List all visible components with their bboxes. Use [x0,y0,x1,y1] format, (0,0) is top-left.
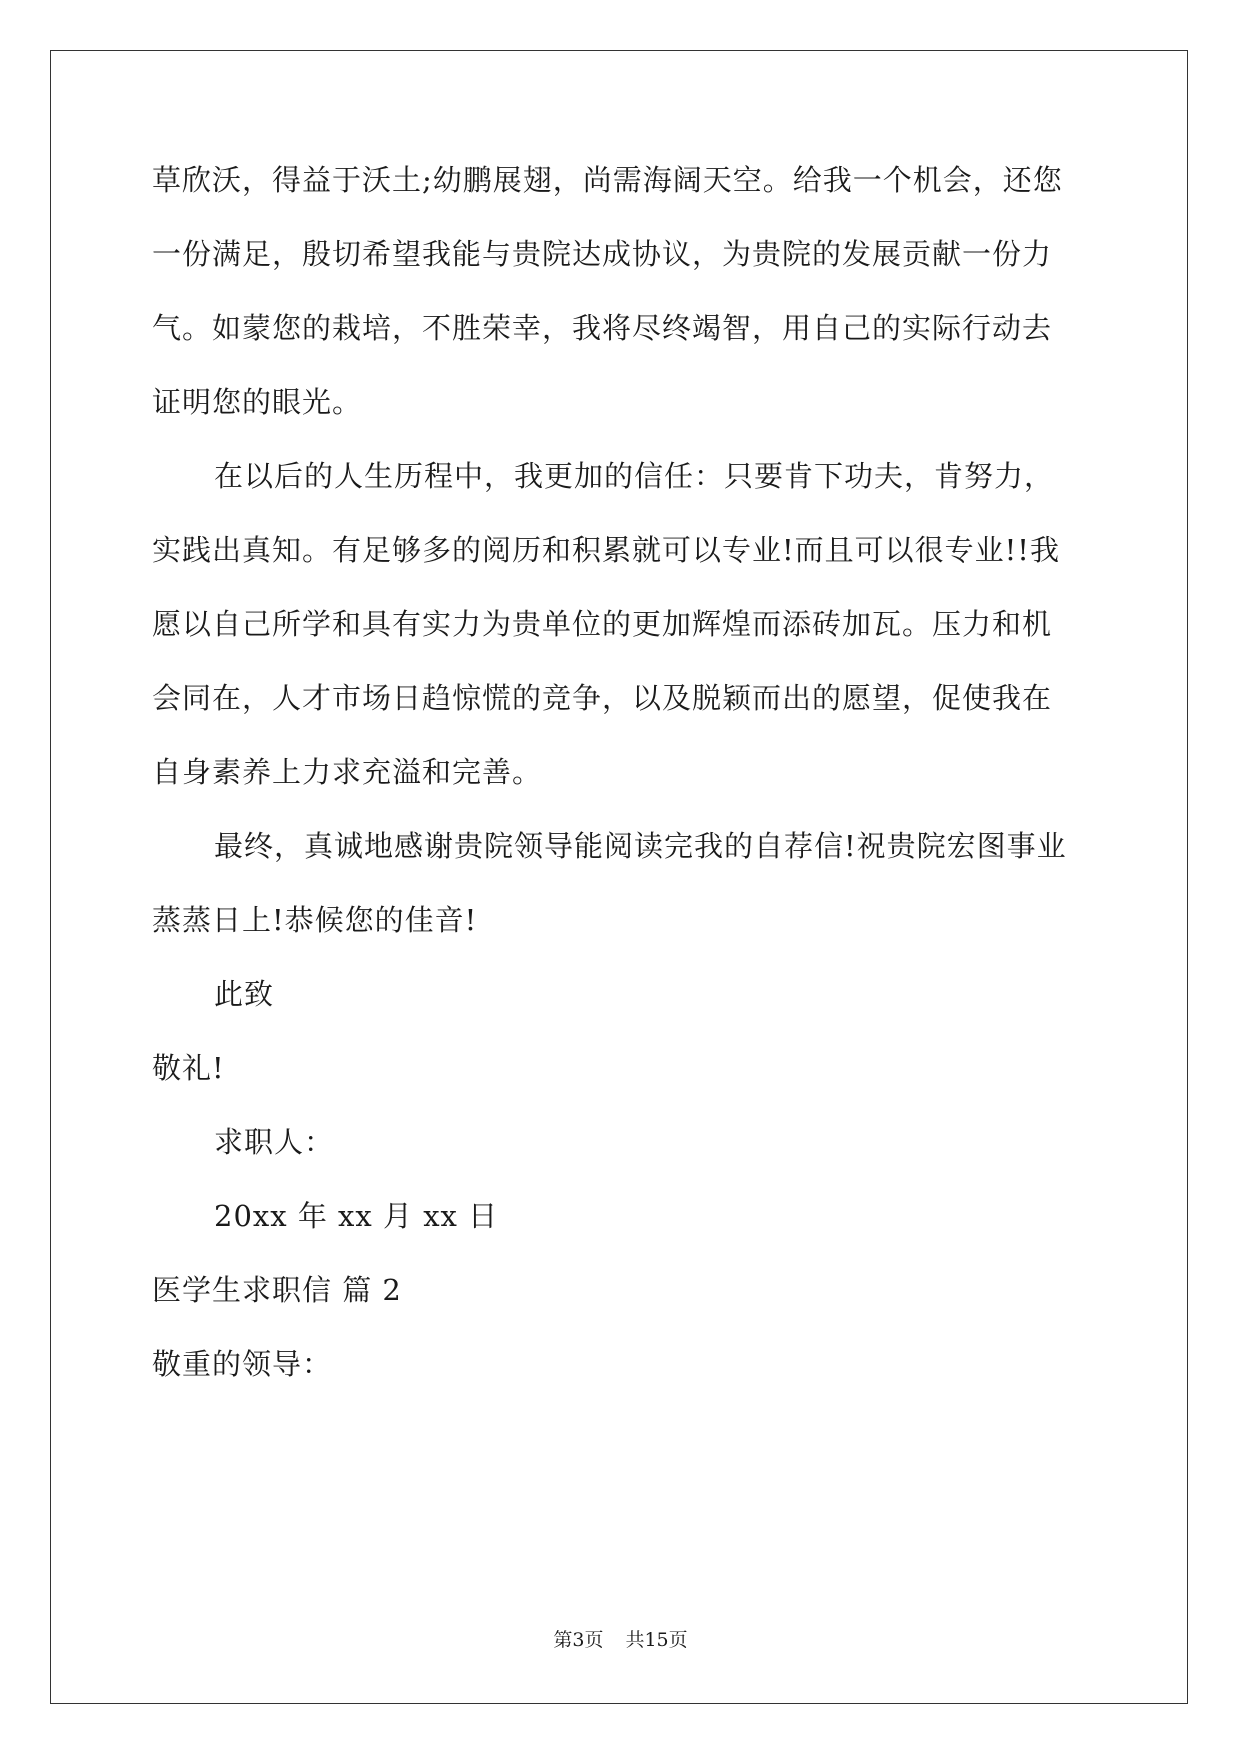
text-line: 气。如蒙您的栽培，不胜荣幸，我将尽终竭智，用自己的实际行动去 [152,311,1053,345]
paragraph-start-line: 在以后的人生历程中，我更加的信任：只要肯下功夫，肯努力， [214,459,1055,493]
closing-salutation: 此致 [214,977,275,1011]
page-number-current: 第3页 [553,1629,604,1651]
text-line: 草欣沃，得益于沃土;幼鹏展翅，尚需海阔天空。给我一个机会，还您 [152,163,1063,197]
closing-regards: 敬礼! [152,1051,225,1085]
paragraph-start-line: 最终，真诚地感谢贵院领导能阅读完我的自荐信!祝贵院宏图事业 [214,829,1067,863]
text-line: 证明您的眼光。 [152,385,363,419]
signature-label: 求职人： [214,1125,335,1159]
text-line: 蒸蒸日上!恭候您的佳音! [152,903,478,937]
page-border [50,50,1188,1704]
text-line: 愿以自己所学和具有实力为贵单位的更加辉煌而添砖加瓦。压力和机 [152,607,1053,641]
text-line: 一份满足，殷切希望我能与贵院达成协议，为贵院的发展贡献一份力 [152,237,1053,271]
greeting-line: 敬重的领导： [152,1347,333,1381]
page-footer [0,1628,1241,1652]
section-heading: 医学生求职信 篇 2 [152,1273,402,1307]
text-line: 自身素养上力求充溢和完善。 [152,755,543,789]
text-line: 会同在，人才市场日趋惊慌的竞争，以及脱颖而出的愿望，促使我在 [152,681,1053,715]
page-number-total: 共15页 [625,1629,688,1651]
text-line: 实践出真知。有足够多的阅历和积累就可以专业!而且可以很专业!!我 [152,533,1060,567]
date-line: 20xx 年 xx 月 xx 日 [214,1199,499,1233]
